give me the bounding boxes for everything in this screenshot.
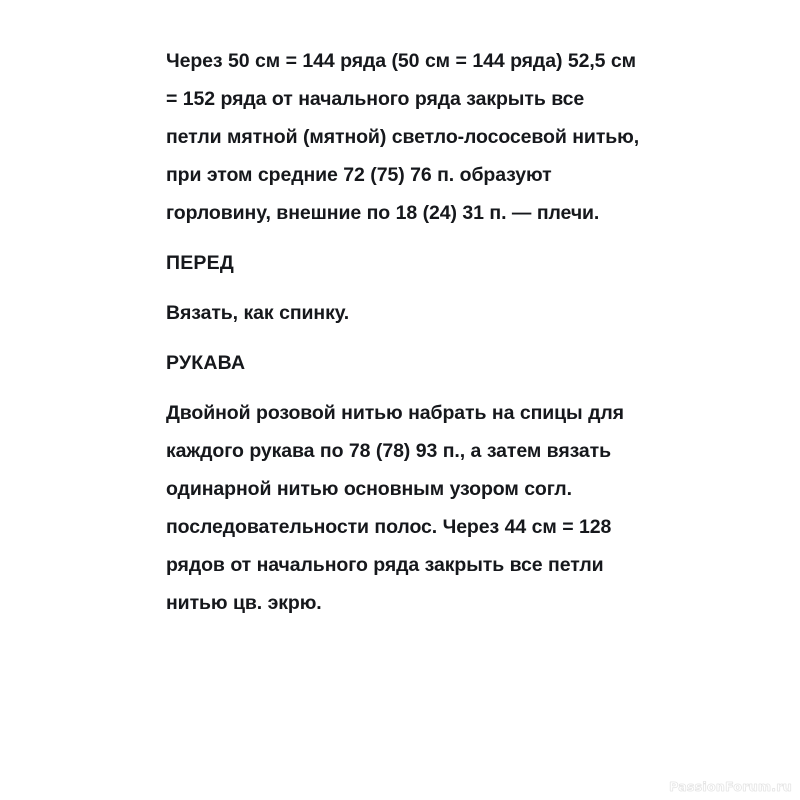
document-text-body <box>166 42 645 622</box>
heading-front: ПЕРЕД <box>166 252 234 274</box>
paragraph-sleeves-instruction: Двойной розовой нитью набрать на спицы для каждого рукава по 78 (78) 93 п., а затем вязать одинарной нитью основным узором согл. последовательности полос. Через 44 см = 128 рядов от начального ряда закрыть все петли нитью цв. экрю. <box>166 402 630 614</box>
paragraph-back-finishing: Через 50 см = 144 ряда (50 см = 144 ряда) 52,5 см = 152 ряда от начального ряда закрыть все петли мятной (мятной) светло-лососевой нитью, при этом средние 72 (75) 76 п. образуют горловину, внешние по 18 (24) 31 п. — плечи. <box>166 50 645 224</box>
paragraph-front-instruction: Вязать, как спинку. <box>166 302 350 324</box>
site-watermark: PassionForum.ru <box>669 779 792 794</box>
heading-sleeves: РУКАВА <box>166 352 246 374</box>
